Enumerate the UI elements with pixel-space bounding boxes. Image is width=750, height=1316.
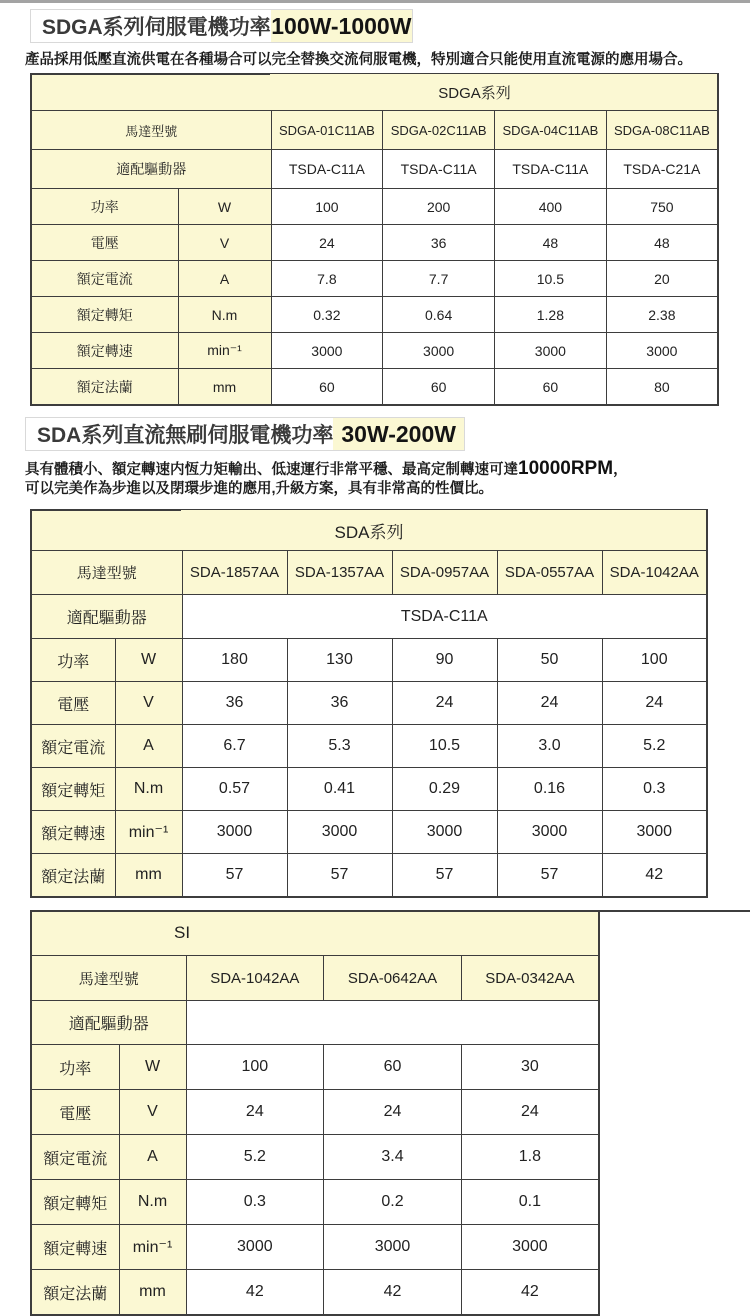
spec-label: 額定轉速 bbox=[31, 1225, 119, 1270]
model-cell: SDGA-01C11AB bbox=[271, 111, 383, 150]
spec-value: 60 bbox=[324, 1045, 462, 1090]
spec-value: 20 bbox=[606, 261, 718, 297]
model-cell: SDGA-08C11AB bbox=[606, 111, 718, 150]
model-row-label: 馬達型號 bbox=[31, 551, 182, 595]
model-row-label: 馬達型號 bbox=[31, 956, 186, 1001]
spec-value: 3000 bbox=[461, 1225, 599, 1270]
spec-value: 3.0 bbox=[497, 725, 602, 768]
spec-value: 42 bbox=[461, 1270, 599, 1316]
page-top-divider bbox=[0, 0, 750, 3]
driver-cell: TSDA-C11A bbox=[383, 150, 495, 189]
driver-row-label: 適配驅動器 bbox=[31, 1001, 186, 1045]
driver-cell: TSDA-C21A bbox=[606, 150, 718, 189]
spec-value: 100 bbox=[271, 189, 383, 225]
spec-value: 1.28 bbox=[495, 297, 607, 333]
model-cell: SDGA-04C11AB bbox=[495, 111, 607, 150]
spec-value: 3000 bbox=[182, 811, 287, 854]
spec-value: 0.32 bbox=[271, 297, 383, 333]
spec-value: 100 bbox=[186, 1045, 324, 1090]
spec-value: 0.1 bbox=[461, 1180, 599, 1225]
spec-label: 額定法蘭 bbox=[31, 369, 178, 406]
spec-value: 3000 bbox=[602, 811, 707, 854]
spec-value: 24 bbox=[392, 682, 497, 725]
spec-value: 0.16 bbox=[497, 768, 602, 811]
sda2-spec-table bbox=[30, 910, 750, 1316]
spec-value: 0.3 bbox=[602, 768, 707, 811]
series-header: SDGA系列 bbox=[31, 74, 718, 111]
spec-unit: A bbox=[178, 261, 271, 297]
spec-value: 24 bbox=[461, 1090, 599, 1135]
spec-unit: N.m bbox=[115, 768, 182, 811]
spec-value: 3000 bbox=[497, 811, 602, 854]
model-cell: SDA-0342AA bbox=[461, 956, 599, 1001]
spec-value: 0.64 bbox=[383, 297, 495, 333]
spec-label: 功率 bbox=[31, 1045, 119, 1090]
sda-description-line2: 可以完美作為步進以及閉環步進的應用,升級方案，具有非常高的性價比。 bbox=[25, 481, 494, 497]
spec-value: 1.8 bbox=[461, 1135, 599, 1180]
spec-unit: W bbox=[119, 1045, 186, 1090]
spec-value: 100 bbox=[602, 639, 707, 682]
spec-value: 750 bbox=[606, 189, 718, 225]
model-cell: SDGA-02C11AB bbox=[383, 111, 495, 150]
spec-value: 57 bbox=[287, 854, 392, 898]
spec-value: 0.29 bbox=[392, 768, 497, 811]
driver-cell: TSDA-C11A bbox=[182, 595, 707, 639]
spec-value: 90 bbox=[392, 639, 497, 682]
spec-value: 3000 bbox=[383, 333, 495, 369]
spec-label: 額定轉速 bbox=[31, 811, 115, 854]
spec-unit: V bbox=[119, 1090, 186, 1135]
driver-row-label: 適配驅動器 bbox=[31, 595, 182, 639]
spec-value: 42 bbox=[602, 854, 707, 898]
spec-value: 36 bbox=[182, 682, 287, 725]
series-header: SDA系列 bbox=[31, 510, 707, 551]
spec-value: 0.3 bbox=[186, 1180, 324, 1225]
driver-cell: TSDA-C11A bbox=[271, 150, 383, 189]
spec-value: 42 bbox=[324, 1270, 462, 1316]
spec-unit: min⁻¹ bbox=[119, 1225, 186, 1270]
spec-value: 10.5 bbox=[392, 725, 497, 768]
spec-unit: W bbox=[115, 639, 182, 682]
model-cell: SDA-1357AA bbox=[287, 551, 392, 595]
spec-value: 57 bbox=[497, 854, 602, 898]
sda-description bbox=[25, 459, 750, 499]
spec-label: 額定轉矩 bbox=[31, 297, 178, 333]
sdga-section-title bbox=[30, 9, 413, 43]
spec-value: 48 bbox=[606, 225, 718, 261]
spec-value: 130 bbox=[287, 639, 392, 682]
spec-value: 200 bbox=[383, 189, 495, 225]
spec-value: 42 bbox=[186, 1270, 324, 1316]
spec-value: 5.2 bbox=[602, 725, 707, 768]
spec-label: 功率 bbox=[31, 189, 178, 225]
spec-value: 60 bbox=[383, 369, 495, 406]
spec-unit: mm bbox=[119, 1270, 186, 1316]
sdga-description-text: 產品採用低壓直流供電在各種場合可以完全替換交流伺服電機，特別適合只能使用直流電源的應用場合。 bbox=[25, 52, 692, 68]
spec-value: 7.8 bbox=[271, 261, 383, 297]
spec-unit: N.m bbox=[119, 1180, 186, 1225]
spec-value: 0.2 bbox=[324, 1180, 462, 1225]
spec-label: 功率 bbox=[31, 639, 115, 682]
spec-value: 24 bbox=[186, 1090, 324, 1135]
spec-value: 57 bbox=[392, 854, 497, 898]
spec-unit: mm bbox=[115, 854, 182, 898]
spec-label: 電壓 bbox=[31, 682, 115, 725]
spec-value: 3000 bbox=[392, 811, 497, 854]
spec-label: 額定電流 bbox=[31, 725, 115, 768]
spec-label: 電壓 bbox=[31, 225, 178, 261]
driver-cell: TSDA-C11A bbox=[495, 150, 607, 189]
spec-value: 7.7 bbox=[383, 261, 495, 297]
spec-value: 50 bbox=[497, 639, 602, 682]
spec-label: 額定轉矩 bbox=[31, 1180, 119, 1225]
spec-value: 57 bbox=[182, 854, 287, 898]
model-cell: SDA-0642AA bbox=[324, 956, 462, 1001]
model-cell: SDA-0957AA bbox=[392, 551, 497, 595]
spec-value: 10.5 bbox=[495, 261, 607, 297]
spec-unit: N.m bbox=[178, 297, 271, 333]
spec-value: 2.38 bbox=[606, 297, 718, 333]
spec-value: 3000 bbox=[287, 811, 392, 854]
spec-value: 5.3 bbox=[287, 725, 392, 768]
sdga-description bbox=[25, 51, 750, 70]
spec-unit: A bbox=[119, 1135, 186, 1180]
spec-value: 180 bbox=[182, 639, 287, 682]
driver-row-label: 適配驅動器 bbox=[31, 150, 271, 189]
sda-power-range-badge: 30W-200W bbox=[333, 418, 464, 450]
spec-value: 24 bbox=[602, 682, 707, 725]
model-cell: SDA-1857AA bbox=[182, 551, 287, 595]
spec-value: 60 bbox=[271, 369, 383, 406]
spec-value: 30 bbox=[461, 1045, 599, 1090]
sdga-power-range-badge: 100W-1000W bbox=[271, 10, 412, 42]
spec-unit: V bbox=[115, 682, 182, 725]
spec-unit: W bbox=[178, 189, 271, 225]
series-header: SI bbox=[31, 911, 599, 956]
sda-description-line1: 具有體積小、額定轉速内恆力矩輸出、低速運行非常平穩、最高定制轉速可達 bbox=[25, 462, 518, 478]
spec-value: 24 bbox=[497, 682, 602, 725]
spec-unit: min⁻¹ bbox=[115, 811, 182, 854]
sda-rpm-highlight: 10000RPM bbox=[518, 458, 614, 479]
spec-value: 0.57 bbox=[182, 768, 287, 811]
spec-label: 額定電流 bbox=[31, 1135, 119, 1180]
sdga-title-text: SDGA系列伺服電機功率 bbox=[42, 16, 271, 39]
sda-spec-table bbox=[30, 509, 750, 898]
spec-unit: V bbox=[178, 225, 271, 261]
model-cell: SDA-1042AA bbox=[602, 551, 707, 595]
spec-value: 36 bbox=[287, 682, 392, 725]
spec-unit: mm bbox=[178, 369, 271, 406]
model-row-label: 馬達型號 bbox=[31, 111, 271, 150]
spec-label: 電壓 bbox=[31, 1090, 119, 1135]
spec-value: 6.7 bbox=[182, 725, 287, 768]
model-cell: SDA-0557AA bbox=[497, 551, 602, 595]
spec-value: 400 bbox=[495, 189, 607, 225]
spec-label: 額定轉矩 bbox=[31, 768, 115, 811]
spec-value: 48 bbox=[495, 225, 607, 261]
sda-title-text: SDA系列直流無刷伺服電機功率 bbox=[37, 424, 334, 447]
spec-value: 5.2 bbox=[186, 1135, 324, 1180]
spec-value: 3000 bbox=[495, 333, 607, 369]
spec-value: 3000 bbox=[186, 1225, 324, 1270]
spec-value: 60 bbox=[495, 369, 607, 406]
spec-label: 額定法蘭 bbox=[31, 1270, 119, 1316]
sda-description-comma: ， bbox=[613, 462, 628, 478]
spec-label: 額定電流 bbox=[31, 261, 178, 297]
spec-value: 24 bbox=[271, 225, 383, 261]
model-cell: SDA-1042AA bbox=[186, 956, 324, 1001]
spec-unit: A bbox=[115, 725, 182, 768]
sdga-spec-table bbox=[30, 73, 750, 406]
spec-label: 額定法蘭 bbox=[31, 854, 115, 898]
spec-value: 24 bbox=[324, 1090, 462, 1135]
spec-unit: min⁻¹ bbox=[178, 333, 271, 369]
spec-value: 3000 bbox=[271, 333, 383, 369]
sda-section-title bbox=[25, 417, 465, 451]
spec-value: 0.41 bbox=[287, 768, 392, 811]
spec-value: 3000 bbox=[606, 333, 718, 369]
spec-label: 額定轉速 bbox=[31, 333, 178, 369]
spec-value: 80 bbox=[606, 369, 718, 406]
driver-cell bbox=[186, 1001, 599, 1045]
spec-value: 36 bbox=[383, 225, 495, 261]
spec-value: 3000 bbox=[324, 1225, 462, 1270]
spec-value: 3.4 bbox=[324, 1135, 462, 1180]
